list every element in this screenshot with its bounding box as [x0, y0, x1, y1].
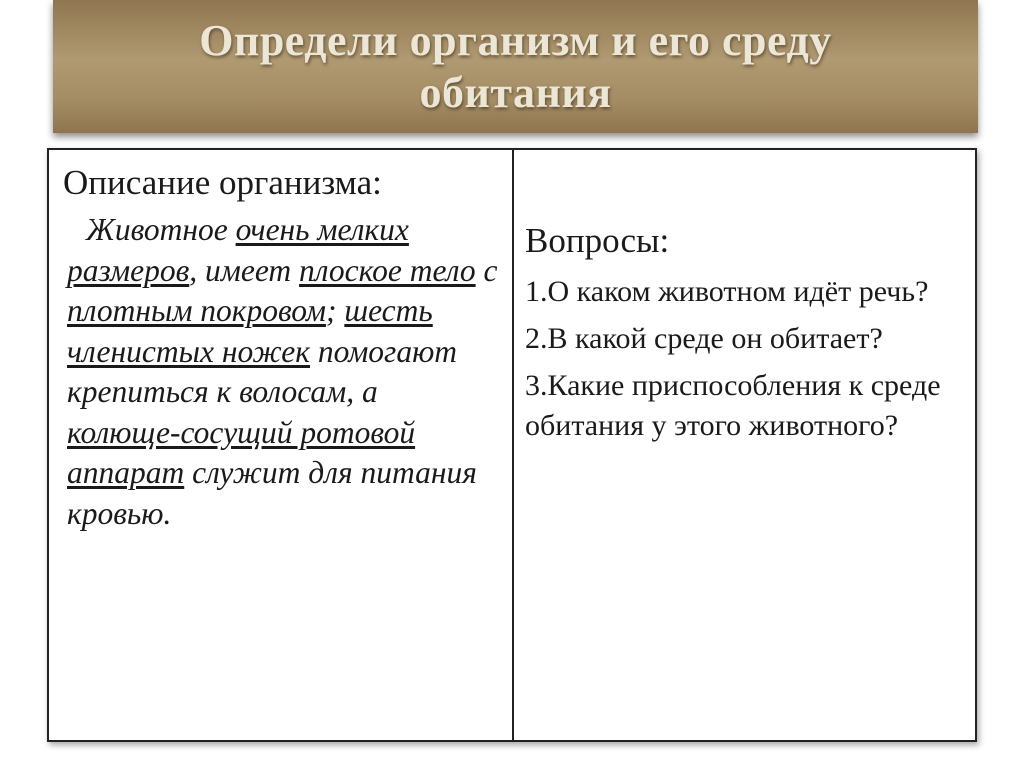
description-fragment: ;	[325, 293, 345, 328]
description-fragment: Животное	[86, 212, 236, 247]
description-fragment-underlined: шесть членистых ножек	[67, 293, 433, 369]
description-fragment-underlined: плотным покровом	[67, 293, 326, 328]
title-line-1: Определи организм и его среду	[199, 15, 832, 65]
description-fragment: с	[475, 252, 498, 288]
description-fragment: , имеет	[189, 252, 300, 288]
description-cell	[49, 150, 514, 740]
question-item: 1.О каком животном идёт речь?	[525, 275, 929, 308]
description-fragment: служит для питания кровью.	[67, 455, 477, 531]
questions-heading: Вопросы:	[525, 221, 670, 260]
description-fragment-underlined: плоское тело	[299, 252, 476, 288]
question-item: 3.Какие приспособления к среде обитания у этого животного?	[525, 369, 941, 442]
question-item: 2.В какой среде он обитает?	[525, 322, 883, 355]
description-heading: Описание организма:	[63, 163, 382, 202]
description-fragment-underlined: колюще-сосущий ротовой аппарат	[67, 414, 416, 490]
description-fragment: помогают крепиться к волосам, а	[67, 333, 458, 409]
organism-table	[47, 148, 977, 742]
title-banner	[53, 0, 978, 133]
organism-description	[63, 210, 498, 534]
questions-cell	[514, 150, 975, 740]
description-fragment-underlined: очень мелких размеров	[67, 212, 409, 288]
title-line-2: обитания	[419, 67, 612, 117]
